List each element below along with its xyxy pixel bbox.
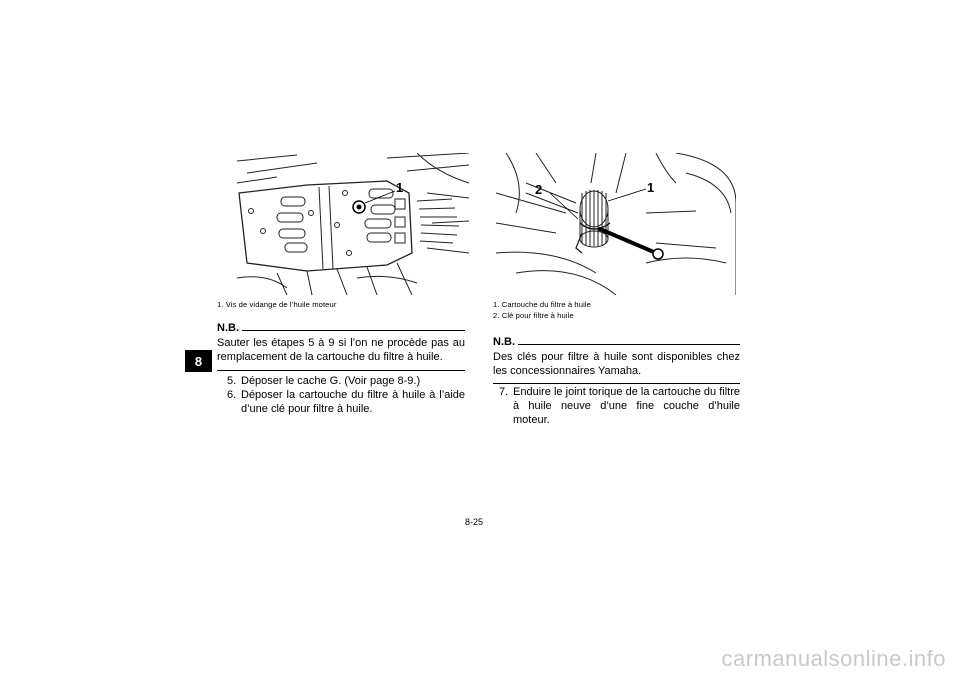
figure-drain-bolt — [237, 153, 469, 295]
right-note-body: Des clés pour filtre à huile sont disponibles chez les concessionnaires Yamaha. — [493, 351, 740, 377]
callout-1: 1 — [396, 180, 404, 195]
watermark: carmanualsonline.info — [721, 646, 946, 671]
caption-item: 1. Vis de vidange de l’huile moteur — [217, 300, 337, 309]
note-label: N.B. — [493, 336, 515, 348]
callout-2: 2 — [535, 182, 543, 197]
oil-filter-wrench-illustration — [496, 153, 736, 295]
right-note-end-rule — [493, 383, 740, 384]
step-6 — [227, 388, 465, 416]
note-label: N.B. — [217, 322, 239, 334]
step-7 — [499, 385, 740, 427]
left-note-heading — [217, 322, 465, 334]
right-note-heading — [493, 336, 740, 348]
step-number: 6. — [227, 389, 237, 401]
drain-bolt-illustration — [237, 153, 469, 295]
caption-item: 1. Cartouche du filtre à huile — [493, 300, 591, 309]
right-figure-caption — [493, 299, 743, 321]
caption-item: 2. Clé pour filtre à huile — [493, 311, 574, 320]
note-rule — [242, 329, 465, 331]
step-number: 5. — [227, 375, 237, 387]
left-note-body: Sauter les étapes 5 à 9 si l’on ne procède pas au remplacement de la cartouche du filtre à huile. — [217, 337, 465, 363]
step-number: 7. — [499, 386, 509, 398]
figure-oil-filter-wrench — [496, 153, 736, 295]
page-number: 8-25 — [465, 517, 484, 527]
step-text: Déposer la cartouche du filtre à huile à l’aide d’une clé pour filtre à huile. — [241, 389, 465, 415]
step-text: Enduire le joint torique de la cartouche du filtre à huile neuve d’une fine couche d’huile moteur. — [513, 386, 740, 426]
wrench-handle-icon — [600, 229, 656, 253]
callout-1: 1 — [647, 180, 655, 195]
step-text: Déposer le cache G. (Voir page 8-9.) — [241, 375, 421, 387]
note-rule — [518, 343, 740, 345]
chapter-tab: 8 — [185, 350, 212, 372]
left-note-end-rule — [217, 370, 465, 371]
left-figure-caption — [217, 299, 467, 310]
step-5 — [227, 374, 465, 388]
